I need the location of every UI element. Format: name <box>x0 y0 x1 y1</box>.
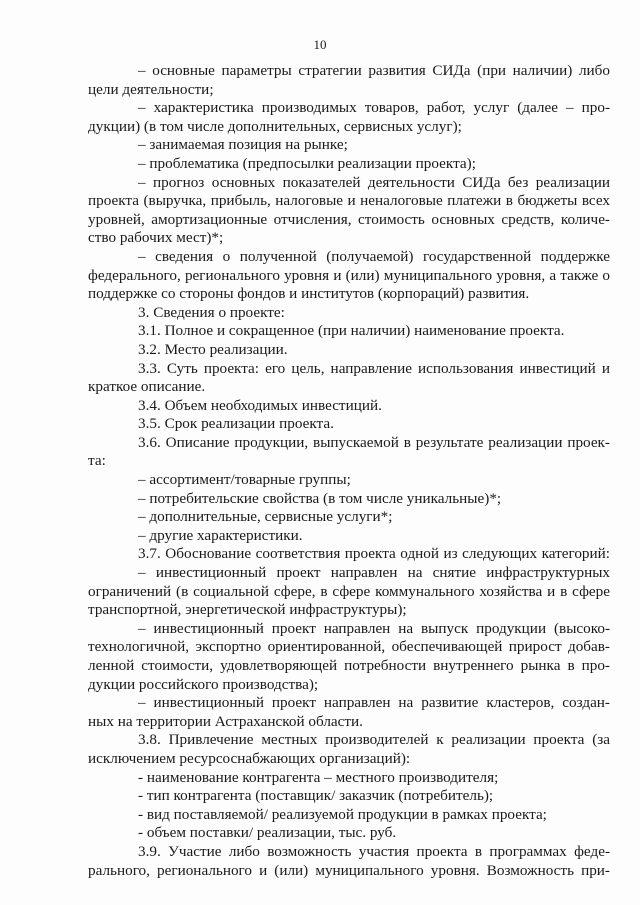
text-line: - наименование контрагента – местного производителя; <box>138 768 499 786</box>
text-line: – ассортимент/товарные группы; <box>138 471 351 489</box>
text-line: ленной стоимости, удовлетворяющей потребности внутреннего рынка в про- <box>88 657 610 674</box>
text-line: – инвестиционный проект направлен на выпуск продукции (высоко- <box>138 619 610 637</box>
text-line: - вид поставляемой/ реализуемой продукции в рамках проекта; <box>138 805 547 823</box>
text-line: цели деятельности; <box>88 80 214 98</box>
text-line: транспортной, энергетической инфраструктуры); <box>88 601 407 619</box>
text-line: 3.7. Обоснование соответствия проекта одной из следующих категорий: <box>138 545 610 563</box>
text-line: – занимаемая позиция на рынке; <box>138 136 348 154</box>
text-line: краткое описание. <box>88 378 206 396</box>
text-line: 3.5. Срок реализации проекта. <box>138 415 334 433</box>
text-line: ограничений (в социальной сфере, в сфере коммунального хозяйства и в сфере <box>88 582 610 600</box>
text-line: 3.8. Привлечение местных производителей к реализации проекта (за <box>138 731 610 749</box>
text-line: 3.6. Описание продукции, выпускаемой в результате реализации проек- <box>138 433 610 451</box>
text-line: проекта (выручка, прибыль, налоговые и неналоговые платежи в бюджеты всех <box>88 192 610 210</box>
text-line: ных на территории Астраханской области. <box>88 712 363 730</box>
text-line: 3.1. Полное и сокращенное (при наличии) наименование проекта. <box>138 322 565 340</box>
text-line: - тип контрагента (поставщик/ заказчик (потребитель); <box>138 787 494 805</box>
text-line: уровней, амортизационные отчисления, стоимость основных средств, количе- <box>88 210 610 228</box>
document-body <box>88 62 610 880</box>
text-line: ство рабочих мест)*; <box>88 229 224 247</box>
text-line: – сведения о полученной (получаемой) государственной поддержке <box>138 247 610 265</box>
text-line: – характеристика производимых товаров, работ, услуг (далее – про- <box>138 99 610 117</box>
text-line: – прогноз основных показателей деятельности СИДа без реализации <box>138 173 610 191</box>
text-line: исключением ресурсоснабжающих организаций): <box>88 749 411 767</box>
text-line: технологичной, экспортно ориентированной, обеспечивающей прирост добав- <box>88 638 610 656</box>
text-line: федерального, регионального уровня и (или) муниципального уровня, а также о <box>88 266 610 284</box>
text-line: дукции) (в том числе дополнительных, сервисных услуг); <box>88 117 462 135</box>
text-line: рального, регионального и (или) муниципального уровня. Возможность при- <box>88 861 610 879</box>
text-line: 3.4. Объем необходимых инвестиций. <box>138 396 382 414</box>
text-line: 3.2. Место реализации. <box>138 340 288 358</box>
text-line: – проблематика (предпосылки реализации проекта); <box>138 154 476 172</box>
text-line: – дополнительные, сервисные услуги*; <box>138 508 393 526</box>
text-line: та: <box>88 452 106 470</box>
text-line: 3. Сведения о проекте: <box>138 303 285 321</box>
text-line: – инвестиционный проект направлен на развитие кластеров, создан- <box>138 694 610 712</box>
text-line: – основные параметры стратегии развития СИДа (при наличии) либо <box>138 62 610 79</box>
text-line: – другие характеристики. <box>138 526 303 544</box>
text-line: поддержке со стороны фондов и институтов (корпораций) развития. <box>88 285 530 303</box>
text-line: – инвестиционный проект направлен на снятие инфраструктурных <box>138 564 610 582</box>
text-line: - объем поставки/ реализации, тыс. руб. <box>138 824 397 842</box>
page-number: 10 <box>313 37 327 52</box>
text-line: дукции российского производства); <box>88 675 319 693</box>
text-line: 3.9. Участие либо возможность участия проекта в программах феде- <box>138 842 610 860</box>
text-line: 3.3. Суть проекта: его цель, направление использования инвестиций и <box>138 359 610 377</box>
text-line: – потребительские свойства (в том числе уникальные)*; <box>138 489 502 507</box>
